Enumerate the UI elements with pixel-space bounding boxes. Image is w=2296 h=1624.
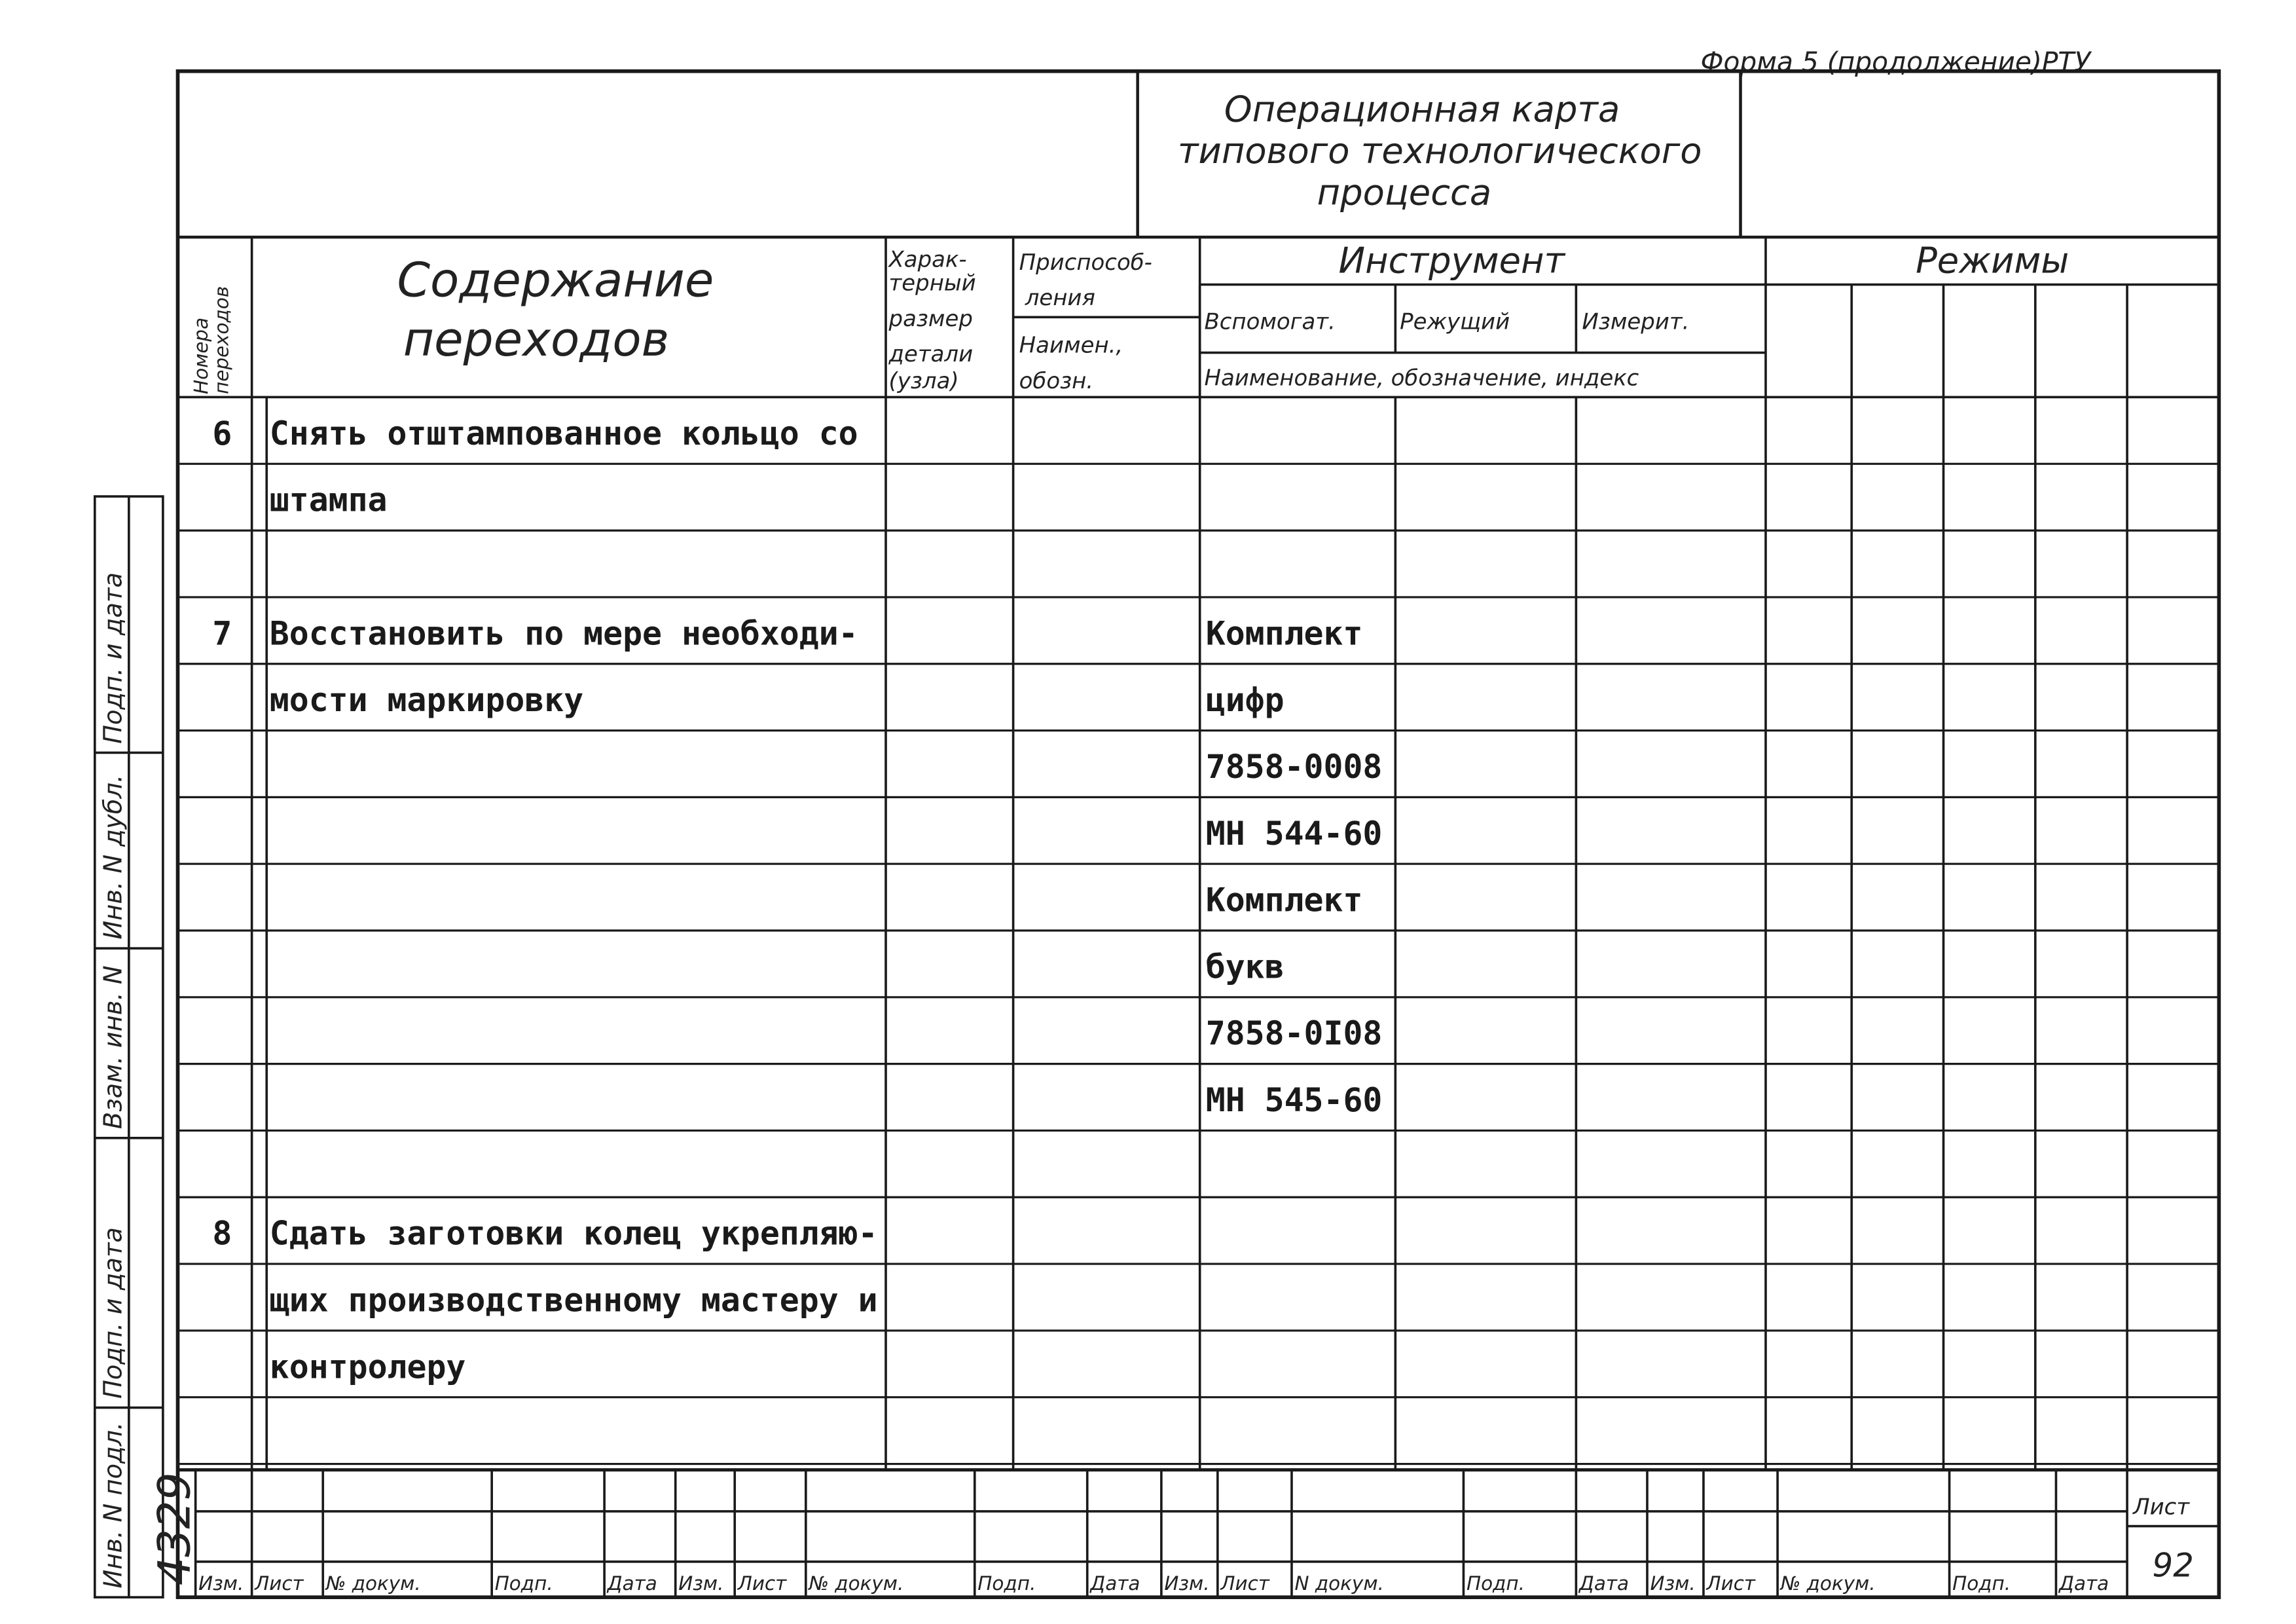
card-title — [1178, 89, 1702, 213]
header-tools-sub: Наименование, обозначение, индекс — [1204, 365, 1639, 392]
table-row — [212, 614, 1362, 652]
header-tools-meas: Измерит. — [1582, 309, 1690, 335]
header-tools-cut: Режущий — [1400, 309, 1510, 335]
table-row — [1206, 881, 1363, 919]
row-tool-text: Комплект — [1205, 881, 1363, 919]
header-content-2: переходов — [403, 312, 670, 368]
row-content-text: Сдать заготовки колец укрепляю- — [269, 1214, 878, 1253]
row-content-text: штампа — [269, 481, 388, 519]
footer-col-label: Подп. — [1952, 1572, 2011, 1595]
row-tool-text: Комплект — [1205, 614, 1363, 653]
row-op-number: 7 — [212, 614, 232, 653]
header-tools: Инструмент — [1338, 240, 1565, 282]
footer-col-label: Подп. — [1466, 1572, 1525, 1595]
table-row — [270, 481, 388, 519]
side-label: Подп. и дата — [98, 572, 128, 744]
side-stamp-labels — [99, 572, 128, 1589]
row-op-number: 6 — [212, 414, 232, 452]
table-row — [212, 415, 858, 452]
table-row — [1206, 948, 1285, 986]
header-fixture-2: ления — [1025, 286, 1095, 312]
sheet-number: 92 — [2152, 1546, 2194, 1585]
footer-col-label: № докум. — [1780, 1572, 1876, 1595]
row-tool-text: цифр — [1205, 681, 1285, 720]
side-label: Инв. N подл. — [98, 1422, 128, 1589]
svg-text:Номера: Номера — [189, 317, 212, 394]
table-row — [1206, 748, 1383, 786]
footer-col-label: Дата — [607, 1572, 657, 1595]
footer-col-label: Изм. — [678, 1572, 724, 1595]
footer-col-label: Дата — [2058, 1572, 2109, 1595]
footer-labels — [198, 1572, 2109, 1595]
header-content-1: Содержание — [397, 253, 714, 308]
inv-number: 4329 — [149, 1472, 201, 1586]
footer-col-label: Изм. — [198, 1572, 244, 1595]
header-char-4: детали — [888, 342, 974, 368]
row-tool-text: букв — [1205, 948, 1285, 986]
form-label: Форма 5 (продолжение)РТУ — [1700, 46, 2091, 78]
header-char-5: (узла) — [888, 368, 959, 394]
row-tool-text: МН 544-60 — [1205, 814, 1383, 853]
footer-col-label: Изм. — [1650, 1572, 1696, 1595]
footer-col-label: Изм. — [1164, 1572, 1210, 1595]
title-line-2: типового технологического — [1177, 130, 1702, 172]
header-op-no — [190, 286, 233, 394]
footer-col-label: Дата — [1090, 1572, 1140, 1595]
title-line-3: процесса — [1317, 172, 1492, 213]
svg-text:переходов: переходов — [210, 286, 233, 394]
header-char-1: Харак- — [888, 247, 967, 273]
side-label: Взам. инв. N — [98, 965, 128, 1130]
row-op-number: 8 — [212, 1214, 232, 1253]
footer-col-label: № докум. — [325, 1572, 421, 1595]
row-tool-text: 7858-0I08 — [1205, 1014, 1383, 1053]
footer-col-label: N докум. — [1294, 1572, 1384, 1595]
row-content-text: щих производственному мастеру и — [269, 1281, 878, 1320]
row-content-text: Снять отштампованное кольцо со — [269, 414, 858, 452]
table-row — [270, 1281, 878, 1319]
table-row — [1206, 1081, 1383, 1119]
header-fixture-1: Приспособ- — [1019, 249, 1152, 276]
sheet-label: Лист — [2133, 1494, 2190, 1521]
row-tool-text: 7858-0008 — [1205, 747, 1383, 786]
footer-col-label: № докум. — [809, 1572, 904, 1595]
row-content-text: мости маркировку — [269, 681, 584, 720]
side-label: Инв. N дубл. — [98, 774, 128, 940]
table-row — [212, 1215, 877, 1253]
table-row — [270, 681, 1285, 719]
title-line-1: Операционная карта — [1224, 88, 1620, 130]
footer-col-label: Лист — [255, 1572, 304, 1595]
footer-col-label: Лист — [1220, 1572, 1269, 1595]
header-char-2: терный — [888, 270, 976, 297]
row-tool-text: МН 545-60 — [1205, 1081, 1383, 1120]
table-body — [212, 415, 1382, 1386]
header-fixture-sub-2: обозн. — [1019, 368, 1094, 394]
table-row — [1206, 815, 1383, 853]
header-fixture-sub-1: Наимен., — [1019, 333, 1123, 359]
row-content-text: Восстановить по мере необходи- — [269, 614, 858, 653]
table-row — [270, 1348, 466, 1386]
footer-col-label: Дата — [1578, 1572, 1630, 1595]
header-char-3: размер — [888, 306, 973, 332]
table-row — [1206, 1014, 1383, 1052]
header-tools-aux: Вспомогат. — [1204, 309, 1336, 335]
footer-col-label: Лист — [1706, 1572, 1756, 1595]
footer-col-label: Подп. — [494, 1572, 553, 1595]
side-label: Подп. и дата — [98, 1227, 128, 1399]
header-modes: Режимы — [1916, 240, 2069, 282]
footer-col-label: Подп. — [977, 1572, 1036, 1595]
row-content-text: контролеру — [269, 1348, 466, 1386]
footer-col-label: Лист — [737, 1572, 787, 1595]
